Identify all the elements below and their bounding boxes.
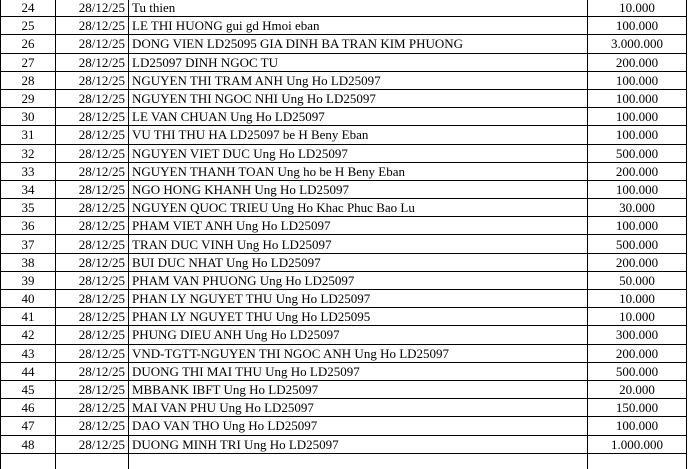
transaction-amount: 500.000 (588, 235, 687, 253)
transaction-date: 28/12/25 (56, 308, 129, 326)
transaction-date: 28/12/25 (56, 253, 129, 271)
table-row (1, 217, 687, 235)
transaction-description: PHAN LY NGUYET THU Ung Ho LD25097 (129, 290, 588, 308)
table-row (1, 162, 687, 180)
row-number: 29 (1, 89, 56, 107)
table-row (1, 380, 687, 398)
transaction-date: 28/12/25 (56, 290, 129, 308)
transaction-description: NGUYEN QUOC TRIEU Ung Ho Khac Phuc Bao Lu (129, 199, 588, 217)
transaction-description: LE VAN CHUAN Ung Ho LD25097 (129, 108, 588, 126)
table-row (1, 326, 687, 344)
transaction-date: 28/12/25 (56, 344, 129, 362)
transaction-date: 28/12/25 (56, 144, 129, 162)
transaction-amount: 200.000 (588, 53, 687, 71)
transaction-description: DAO VAN THO Ung Ho LD25097 (129, 417, 588, 435)
row-number: 35 (1, 199, 56, 217)
cutoff-cell (1, 453, 56, 469)
table-row (1, 89, 687, 107)
transaction-date: 28/12/25 (56, 108, 129, 126)
transaction-date: 28/12/25 (56, 35, 129, 53)
table-row (1, 344, 687, 362)
transaction-description: MAI VAN PHU Ung Ho LD25097 (129, 399, 588, 417)
transaction-date: 28/12/25 (56, 0, 129, 17)
row-number: 47 (1, 417, 56, 435)
row-number: 36 (1, 217, 56, 235)
row-number: 46 (1, 399, 56, 417)
table-row (1, 53, 687, 71)
transaction-amount: 500.000 (588, 144, 687, 162)
transaction-amount: 1.000.000 (588, 435, 687, 453)
transaction-amount: 3.000.000 (588, 35, 687, 53)
transaction-date: 28/12/25 (56, 126, 129, 144)
transaction-date: 28/12/25 (56, 89, 129, 107)
transaction-description: VU THI THU HA LD25097 be H Beny Eban (129, 126, 588, 144)
row-number: 41 (1, 308, 56, 326)
transaction-date: 28/12/25 (56, 271, 129, 289)
table-row (1, 180, 687, 198)
row-number: 48 (1, 435, 56, 453)
transaction-date: 28/12/25 (56, 71, 129, 89)
cutoff-cell (129, 453, 588, 469)
row-number: 33 (1, 162, 56, 180)
row-number: 25 (1, 17, 56, 35)
row-number: 24 (1, 0, 56, 17)
transaction-amount: 500.000 (588, 362, 687, 380)
transaction-date: 28/12/25 (56, 17, 129, 35)
transaction-amount: 100.000 (588, 417, 687, 435)
transaction-amount: 150.000 (588, 399, 687, 417)
transaction-date: 28/12/25 (56, 380, 129, 398)
table-row (1, 199, 687, 217)
cutoff-cell (588, 453, 687, 469)
table-row (1, 108, 687, 126)
transaction-date: 28/12/25 (56, 435, 129, 453)
transaction-amount: 100.000 (588, 17, 687, 35)
ledger-body (1, 0, 687, 469)
transaction-amount: 10.000 (588, 290, 687, 308)
table-row (1, 35, 687, 53)
transaction-description: DONG VIEN LD25095 GIA DINH BA TRAN KIM PHUONG (129, 35, 588, 53)
transaction-description: PHAM VIET ANH Ung Ho LD25097 (129, 217, 588, 235)
transaction-description: DUONG THI MAI THU Ung Ho LD25097 (129, 362, 588, 380)
cutoff-cell (56, 453, 129, 469)
transaction-description: PHUNG DIEU ANH Ung Ho LD25097 (129, 326, 588, 344)
transaction-description: LE THI HUONG gui gd Hmoi eban (129, 17, 588, 35)
row-number: 34 (1, 180, 56, 198)
transaction-amount: 30.000 (588, 199, 687, 217)
transaction-date: 28/12/25 (56, 326, 129, 344)
table-row (1, 435, 687, 453)
transaction-amount: 100.000 (588, 108, 687, 126)
row-number: 44 (1, 362, 56, 380)
table-row (1, 271, 687, 289)
row-number: 32 (1, 144, 56, 162)
table-row (1, 290, 687, 308)
transaction-description: NGUYEN THI TRAM ANH Ung Ho LD25097 (129, 71, 588, 89)
transaction-amount: 100.000 (588, 89, 687, 107)
transaction-date: 28/12/25 (56, 399, 129, 417)
transaction-description: VND-TGTT-NGUYEN THI NGOC ANH Ung Ho LD25097 (129, 344, 588, 362)
transaction-amount: 10.000 (588, 308, 687, 326)
transaction-amount: 20.000 (588, 380, 687, 398)
transaction-date: 28/12/25 (56, 53, 129, 71)
transaction-date: 28/12/25 (56, 180, 129, 198)
transaction-description: NGUYEN THANH TOAN Ung ho be H Beny Eban (129, 162, 588, 180)
transaction-description: PHAN LY NGUYET THU Ung Ho LD25095 (129, 308, 588, 326)
row-number: 27 (1, 53, 56, 71)
transaction-amount: 100.000 (588, 126, 687, 144)
transaction-date: 28/12/25 (56, 417, 129, 435)
table-row (1, 417, 687, 435)
table-row (1, 399, 687, 417)
transaction-description: PHAM VAN PHUONG Ung Ho LD25097 (129, 271, 588, 289)
table-row (1, 0, 687, 17)
transaction-date: 28/12/25 (56, 362, 129, 380)
transaction-amount: 200.000 (588, 162, 687, 180)
transaction-date: 28/12/25 (56, 162, 129, 180)
transaction-description: NGUYEN THI NGOC NHI Ung Ho LD25097 (129, 89, 588, 107)
transaction-date: 28/12/25 (56, 199, 129, 217)
row-number: 38 (1, 253, 56, 271)
transaction-amount: 50.000 (588, 271, 687, 289)
transaction-description: DUONG MINH TRI Ung Ho LD25097 (129, 435, 588, 453)
row-number: 45 (1, 380, 56, 398)
table-row-cutoff (1, 453, 687, 469)
table-row (1, 17, 687, 35)
transaction-description: Tu thien (129, 0, 588, 17)
table-row (1, 71, 687, 89)
row-number: 39 (1, 271, 56, 289)
table-row (1, 144, 687, 162)
transaction-date: 28/12/25 (56, 217, 129, 235)
transaction-amount: 10.000 (588, 0, 687, 17)
transaction-description: BUI DUC NHAT Ung Ho LD25097 (129, 253, 588, 271)
transaction-amount: 100.000 (588, 71, 687, 89)
row-number: 42 (1, 326, 56, 344)
transaction-amount: 100.000 (588, 217, 687, 235)
table-row (1, 308, 687, 326)
transaction-date: 28/12/25 (56, 235, 129, 253)
row-number: 30 (1, 108, 56, 126)
table-row (1, 362, 687, 380)
row-number: 28 (1, 71, 56, 89)
row-number: 43 (1, 344, 56, 362)
row-number: 31 (1, 126, 56, 144)
transaction-description: NGUYEN VIET DUC Ung Ho LD25097 (129, 144, 588, 162)
row-number: 37 (1, 235, 56, 253)
transaction-amount: 100.000 (588, 180, 687, 198)
transaction-description: TRAN DUC VINH Ung Ho LD25097 (129, 235, 588, 253)
transaction-amount: 200.000 (588, 344, 687, 362)
transaction-amount: 300.000 (588, 326, 687, 344)
table-row (1, 126, 687, 144)
transaction-amount: 200.000 (588, 253, 687, 271)
table-row (1, 235, 687, 253)
transaction-description: NGO HONG KHANH Ung Ho LD25097 (129, 180, 588, 198)
transaction-description: LD25097 DINH NGOC TU (129, 53, 588, 71)
row-number: 40 (1, 290, 56, 308)
transaction-description: MBBANK IBFT Ung Ho LD25097 (129, 380, 588, 398)
table-row (1, 253, 687, 271)
row-number: 26 (1, 35, 56, 53)
